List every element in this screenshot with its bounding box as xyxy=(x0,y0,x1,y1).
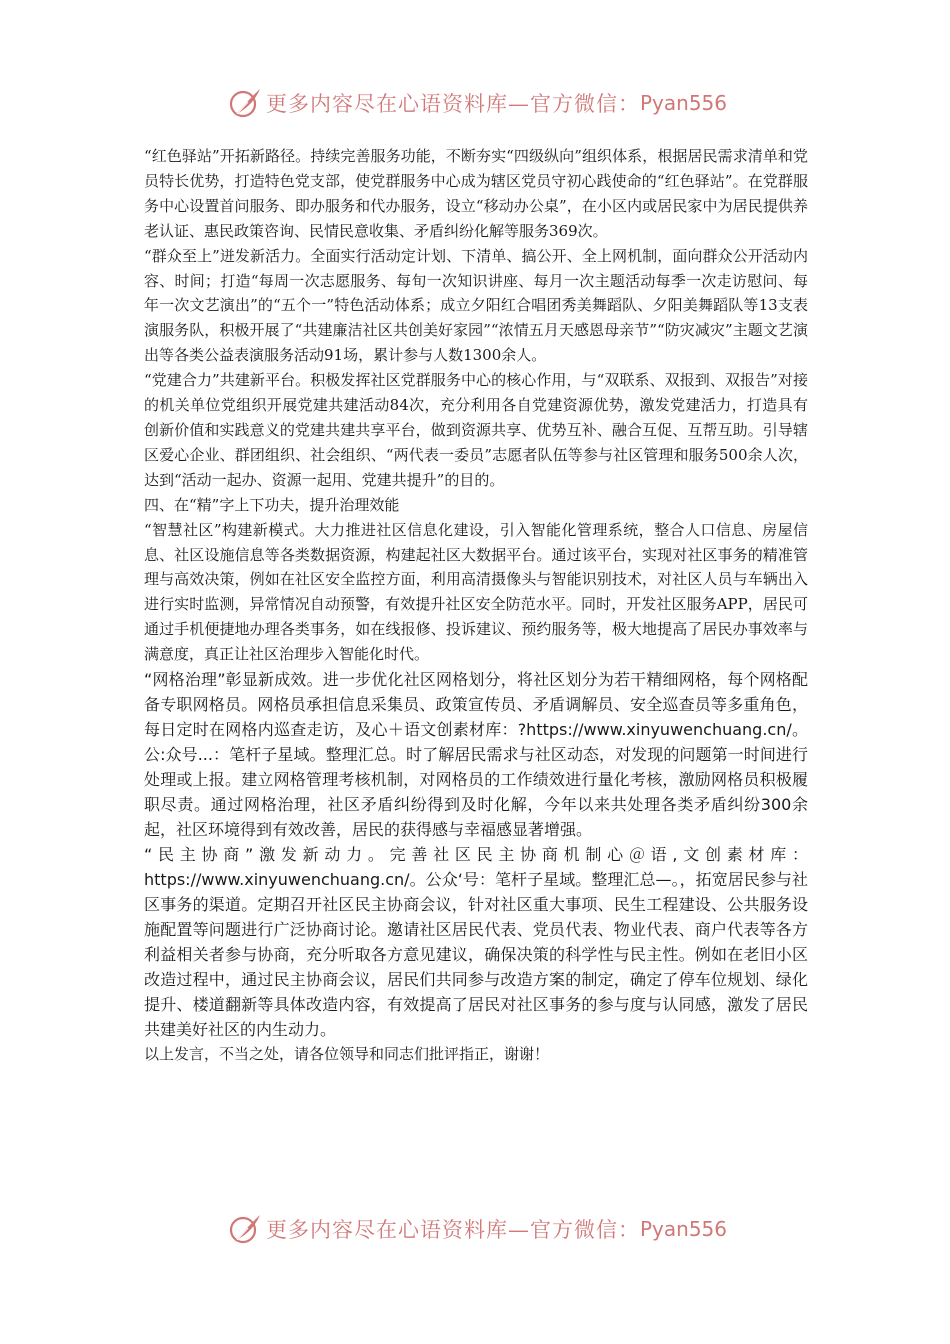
quill-logo-icon xyxy=(228,86,262,120)
watermark-text: 更多内容尽在心语资料库—官方微信： xyxy=(266,92,640,116)
watermark-wechat-id: Pyan556 xyxy=(640,1217,728,1241)
paragraph-grid-governance: “网格治理”彰显新成效。进一步优化社区网格划分，将社区划分为若干精细网格，每个网格配备专职网格员。网格员承担信息采集员、政策宣传员、矛盾调解员、安全巡查员等多重角色，每日定时在网格内巡查走访，及心＋语文创素材库：?https://www.xinyuwenchuang.cn/。公:众号...：笔杆子星域。整理汇总。时了解居民需求与社区动态，对发现的问题第一时间进行处理或上报。建立网格管理考核机制，对网格员的工作绩效进行量化考核，激励网格员积极履职尽责。通过网格治理，社区矛盾纠纷得到及时化解，今年以来共处理各类矛盾纠纷300余起，社区环境得到有效改善，居民的获得感与幸福感显著增强。 xyxy=(144,670,808,840)
quill-logo-icon xyxy=(228,1212,262,1246)
paragraph-red-station: “红色驿站”开拓新路径。持续完善服务功能，不断夯实“四级纵向”组织体系，根据居民需求清单和党员特长优势，打造特色党支部，使党群服务中心成为辖区党员守初心践使命的“红色驿站”。在党群服务中心设置首问服务、即办服务和代办服务，设立“移动办公桌”，在小区内或居民家中为居民提供养老认证、惠民政策咨询、民情民意收集、矛盾纠纷化解等服务369次。 xyxy=(144,147,808,240)
watermark-footer xyxy=(228,1212,748,1246)
paragraph-closing: 以上发言，不当之处，请各位领导和同志们批评指正，谢谢！ xyxy=(144,1045,550,1064)
section-heading: 四、在“精”字上下功夫，提升治理效能 xyxy=(144,495,400,514)
watermark-text: 更多内容尽在心语资料库—官方微信： xyxy=(266,1218,640,1242)
body-text xyxy=(144,144,808,1067)
watermark-header xyxy=(228,86,748,120)
paragraph-masses-first: “群众至上”迸发新活力。全面实行活动定计划、下清单、搞公开、全上网机制，面向群众公开活动内容、时间；打造“每周一次志愿服务、每旬一次知识讲座、每月一次主题活动每季一次走访慰问、每年一次文艺演出”的“五个一”特色活动体系；成立夕阳红合唱团秀美舞蹈队、夕阳美舞蹈队等13支表演服务队，积极开展了“共建廉洁社区共创美好家园”“浓情五月天感恩母亲节”“防灾减灾”主题文艺演出等各类公益表演服务活动91场，累计参与人数1300余人。 xyxy=(144,246,808,365)
paragraph-democratic-consultation: “民主协商”激发新动力。完善社区民主协商机制心＠语,文创素材库：https://www.xinyuwenchuang.cn/。公众‘号：笔杆子星域。整理汇总—。，拓宽居民参与社区事务的渠道。定期召开社区民主协商会议，针对社区重大事项、民生工程建设、公共服务设施配置等问题进行广泛协商讨论。邀请社区居民代表、党员代表、物业代表、商户代表等各方利益相关者参与协商，充分听取各方意见建议，确保决策的科学性与民主性。例如在老旧小区改造过程中，通过民主协商会议，居民们共同参与改造方案的制定，确定了停车位规划、绿化提升、楼道翻新等具体改造内容，有效提高了居民对社区事务的参与度与认同感，激发了居民共建美好社区的内生动力。 xyxy=(144,845,808,1040)
paragraph-party-building: “党建合力”共建新平台。积极发挥社区党群服务中心的核心作用，与“双联系、双报到、双报告”对接的机关单位党组织开展党建共建活动84次，充分利用各自党建资源优势，激发党建活力，打造具有创新价值和实践意义的党建共建共享平台，做到资源共享、优势互补、融合互促、互帮互助。引导辖区爱心企业、群团组织、社会组织、“两代表一委员”志愿者队伍等参与社区管理和服务500余人次，达到“活动一起办、资源一起用、党建共提升”的目的。 xyxy=(144,371,808,489)
watermark-wechat-id: Pyan556 xyxy=(640,91,728,115)
paragraph-smart-community: “智慧社区”构建新模式。大力推进社区信息化建设，引入智能化管理系统，整合人口信息、房屋信息、社区设施信息等各类数据资源，构建起社区大数据平台。通过该平台，实现对社区事务的精准管理与高效决策，例如在社区安全监控方面，利用高清摄像头与智能识别技术，对社区人员与车辆出入进行实时监测，异常情况自动预警，有效提升社区安全防范水平。同时，开发社区服务APP，居民可通过手机便捷地办理各类事务，如在线报修、投诉建议、预约服务等，极大地提高了居民办事效率与满意度，真正让社区治理步入智能化时代。 xyxy=(144,520,808,664)
